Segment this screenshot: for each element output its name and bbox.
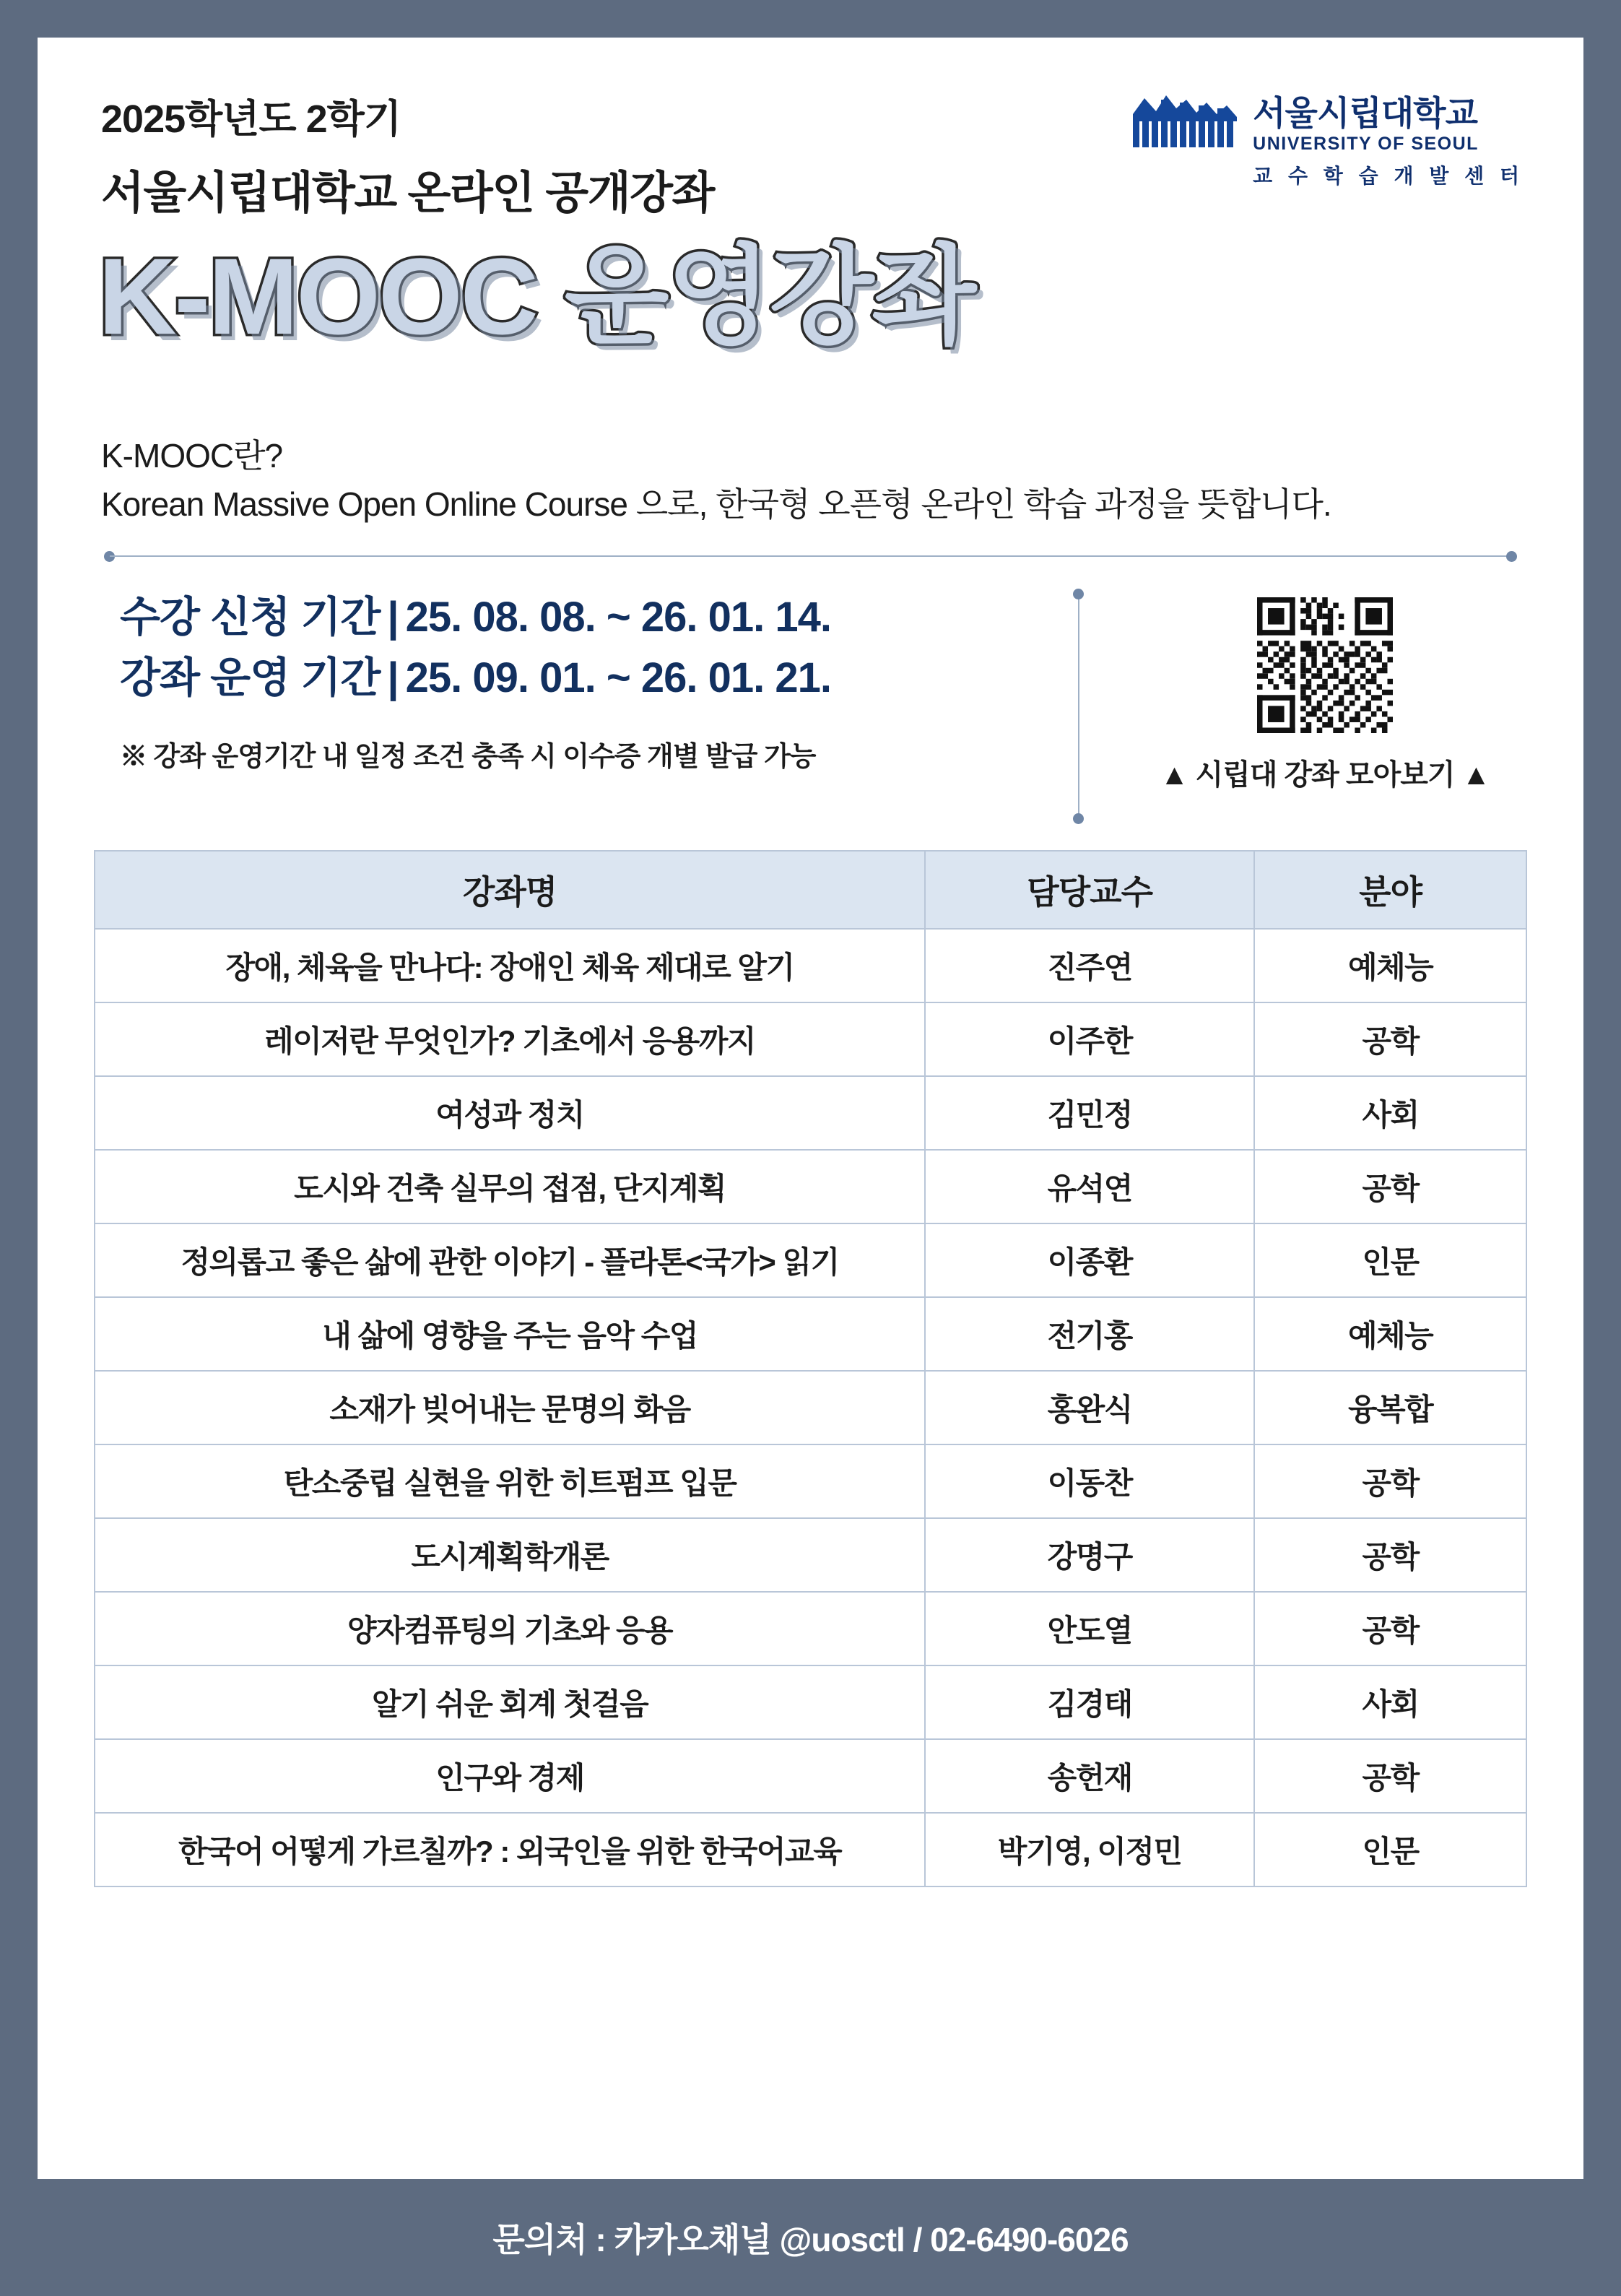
qr-block (1123, 587, 1527, 826)
header (94, 88, 1527, 428)
cell-professor: 이주한 (925, 1002, 1254, 1076)
apply-period-label: 수강 신청 기간 (120, 594, 381, 641)
divider-top (98, 550, 1523, 563)
cell-professor: 강명구 (925, 1518, 1254, 1592)
cell-professor: 안도열 (925, 1592, 1254, 1665)
table-row (95, 1592, 1526, 1665)
cell-field: 공학 (1254, 1150, 1526, 1223)
course-subtitle: 서울시립대학교 온라인 공개강좌 (101, 168, 714, 218)
cell-professor: 이동찬 (925, 1444, 1254, 1518)
cell-professor: 전기홍 (925, 1297, 1254, 1371)
divider-line (110, 555, 1511, 557)
intro-question: K-MOOC란? (101, 437, 283, 475)
cell-professor: 박기영, 이정민 (925, 1813, 1254, 1886)
contact-info: 문의처 : 카카오채널 @uosctl / 02-6490-6026 (492, 2221, 1129, 2258)
uos-logo-icon (1131, 95, 1240, 149)
info-band (94, 587, 1527, 826)
table-row (95, 1813, 1526, 1886)
semester-label: 2025학년도 2학기 (101, 98, 401, 141)
cell-course-name: 도시와 건축 실무의 접점, 단지계획 (95, 1150, 925, 1223)
table-row (95, 1297, 1526, 1371)
table-row (95, 1002, 1526, 1076)
cell-course-name: 도시계획학개론 (95, 1518, 925, 1592)
cell-field: 공학 (1254, 1518, 1526, 1592)
qr-caption: ▲ 시립대 강좌 모아보기 ▲ (1160, 759, 1490, 792)
table-row (95, 1223, 1526, 1297)
cell-professor: 김경태 (925, 1665, 1254, 1739)
cell-field: 예체능 (1254, 929, 1526, 1002)
apply-period-separator: | (387, 594, 399, 641)
cell-course-name: 탄소중립 실현을 위한 히트펌프 입문 (95, 1444, 925, 1518)
cell-field: 사회 (1254, 1076, 1526, 1150)
cell-course-name: 여성과 정치 (95, 1076, 925, 1150)
intro-block (101, 432, 1527, 528)
certificate-note: ※ 강좌 운영기간 내 일정 조건 충족 시 이수증 개별 발급 가능 (120, 741, 816, 772)
cell-field: 공학 (1254, 1592, 1526, 1665)
cell-field: 공학 (1254, 1002, 1526, 1076)
logo-text (1253, 95, 1524, 189)
university-logo (1131, 95, 1524, 189)
operate-period-separator: | (387, 654, 399, 702)
poster-sheet (38, 38, 1583, 2179)
table-row (95, 1665, 1526, 1739)
cell-course-name: 레이저란 무엇인가? 기초에서 응용까지 (95, 1002, 925, 1076)
cell-field: 공학 (1254, 1444, 1526, 1518)
footer (0, 2179, 1621, 2296)
cell-professor: 홍완식 (925, 1371, 1254, 1444)
table-row (95, 1444, 1526, 1518)
table-row (95, 1739, 1526, 1813)
page-title: K-MOOC 운영강좌 (98, 235, 975, 357)
apply-period-row (120, 587, 1049, 648)
info-dates (94, 587, 1049, 826)
table-row (95, 1518, 1526, 1592)
divider-dot-bottom (1073, 813, 1084, 824)
cell-course-name: 장애, 체육을 만나다: 장애인 체육 제대로 알기 (95, 929, 925, 1002)
divider-vertical (1078, 594, 1079, 818)
cell-course-name: 내 삶에 영향을 주는 음악 수업 (95, 1297, 925, 1371)
operate-period-label: 강좌 운영 기간 (120, 654, 381, 702)
cell-professor: 김민정 (925, 1076, 1254, 1150)
qr-code-icon[interactable] (1257, 597, 1393, 733)
cell-professor: 이종환 (925, 1223, 1254, 1297)
table-row (95, 1371, 1526, 1444)
operate-period-value: 25. 09. 01. ~ 26. 01. 21. (405, 654, 831, 702)
column-header-field: 분야 (1254, 851, 1526, 929)
table-row (95, 1076, 1526, 1150)
cell-field: 예체능 (1254, 1297, 1526, 1371)
cell-course-name: 양자컴퓨팅의 기초와 응용 (95, 1592, 925, 1665)
cell-field: 인문 (1254, 1223, 1526, 1297)
divider-dot-right (1506, 551, 1517, 562)
cell-course-name: 인구와 경제 (95, 1739, 925, 1813)
operate-period-row (120, 648, 1049, 709)
cell-professor: 진주연 (925, 929, 1254, 1002)
logo-center-name: 교 수 학 습 개 발 센 터 (1253, 165, 1524, 188)
cell-course-name: 한국어 어떻게 가르칠까? : 외국인을 위한 한국어교육 (95, 1813, 925, 1886)
course-table (94, 850, 1527, 1887)
table-row (95, 929, 1526, 1002)
cell-course-name: 정의롭고 좋은 삶에 관한 이야기 - 플라톤<국가> 읽기 (95, 1223, 925, 1297)
cell-field: 사회 (1254, 1665, 1526, 1739)
cell-field: 융복합 (1254, 1371, 1526, 1444)
column-header-professor: 담당교수 (925, 851, 1254, 929)
cell-course-name: 알기 쉬운 회계 첫걸음 (95, 1665, 925, 1739)
logo-korean-name: 서울시립대학교 (1253, 94, 1477, 132)
course-table-head (95, 851, 1526, 929)
column-header-course-name: 강좌명 (95, 851, 925, 929)
cell-field: 인문 (1254, 1813, 1526, 1886)
apply-period-value: 25. 08. 08. ~ 26. 01. 14. (405, 594, 831, 641)
table-row (95, 1150, 1526, 1223)
cell-course-name: 소재가 빚어내는 문명의 화음 (95, 1371, 925, 1444)
course-table-body (95, 929, 1526, 1886)
cell-field: 공학 (1254, 1739, 1526, 1813)
cell-professor: 송헌재 (925, 1739, 1254, 1813)
table-header-row (95, 851, 1526, 929)
divider-dot-top (1073, 589, 1084, 599)
intro-description: Korean Massive Open Online Course 으로, 한국형 오픈형 온라인 학습 과정을 뜻합니다. (101, 485, 1331, 523)
cell-professor: 유석연 (925, 1150, 1254, 1223)
logo-english-name: UNIVERSITY OF SEOUL (1253, 134, 1479, 155)
